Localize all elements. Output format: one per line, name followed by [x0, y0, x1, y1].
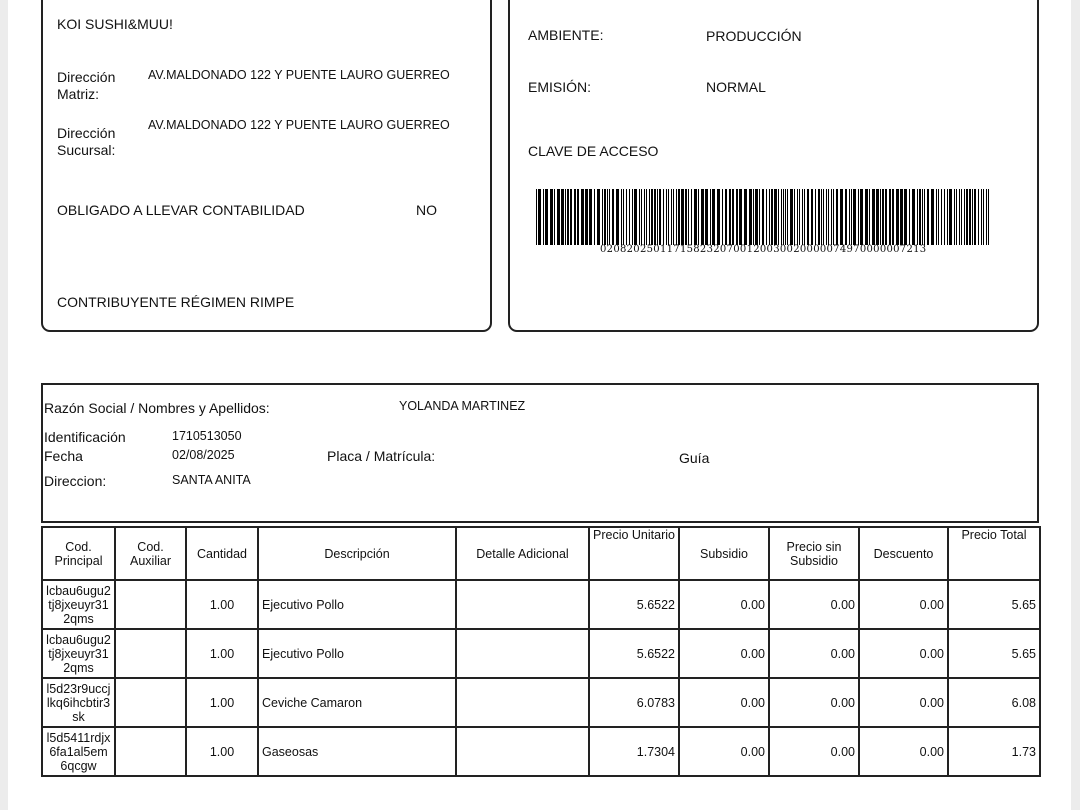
- access-key-barcode: [536, 189, 989, 245]
- col-cod-auxiliar: Cod. Auxiliar: [115, 527, 186, 580]
- barcode-bar: [701, 189, 704, 245]
- barcode-bar: [947, 189, 948, 245]
- cell-precio-total: 5.65: [948, 629, 1040, 678]
- barcode-bar: [577, 189, 579, 245]
- barcode-bar: [621, 189, 622, 245]
- barcode-bar: [705, 189, 708, 245]
- barcode-bar: [954, 189, 955, 245]
- barcode-bar: [889, 189, 891, 245]
- barcode-bar: [876, 189, 879, 245]
- ambiente-label: AMBIENTE:: [528, 27, 604, 43]
- barcode-bar: [986, 189, 987, 245]
- clave-label: CLAVE DE ACCESO: [528, 143, 659, 159]
- barcode-bar: [769, 189, 770, 245]
- barcode-bar: [959, 189, 960, 245]
- barcode-bar: [981, 189, 982, 245]
- fecha-label: Fecha: [44, 448, 83, 464]
- barcode-bar: [616, 189, 619, 245]
- barcode-bar: [938, 189, 939, 245]
- barcode-bar: [978, 189, 979, 245]
- barcode-bar: [688, 189, 689, 245]
- barcode-bar: [900, 189, 903, 245]
- ambiente-value: PRODUCCIÓN: [706, 28, 802, 44]
- cell-cod-auxiliar: [115, 678, 186, 727]
- col-cod-principal: Cod. Principal: [42, 527, 115, 580]
- barcode-bar: [736, 189, 738, 245]
- barcode-bar: [666, 189, 667, 245]
- emision-label: EMISIÓN:: [528, 79, 592, 95]
- barcode-bar: [802, 189, 803, 245]
- cell-detalle: [456, 727, 589, 776]
- barcode-bar: [574, 189, 576, 245]
- col-subsidio: Subsidio: [679, 527, 769, 580]
- barcode-bar: [710, 189, 711, 245]
- cell-detalle: [456, 678, 589, 727]
- barcode-bar: [949, 189, 952, 245]
- barcode-bar: [639, 189, 640, 245]
- cell-subsidio: 0.00: [679, 678, 769, 727]
- barcode-bar: [974, 189, 976, 245]
- barcode-bar: [634, 189, 637, 245]
- barcode-bar: [685, 189, 687, 245]
- barcode-bar: [892, 189, 894, 245]
- barcode-bar: [853, 189, 856, 245]
- contabilidad-value: NO: [416, 202, 437, 218]
- direccion-label: Direccion:: [44, 473, 107, 489]
- barcode-bar: [567, 189, 569, 245]
- barcode-bar: [545, 189, 548, 245]
- barcode-bar: [712, 189, 715, 245]
- barcode-bar: [924, 189, 925, 245]
- barcode-bar: [828, 189, 829, 245]
- barcode-bar: [865, 189, 868, 245]
- barcode-bar: [961, 189, 962, 245]
- razon-value: YOLANDA MARTINEZ: [399, 399, 526, 413]
- barcode-bar: [804, 189, 805, 245]
- cell-descripcion: Ejecutivo Pollo: [258, 580, 456, 629]
- placa-label: Placa / Matrícula:: [327, 448, 436, 464]
- barcode-bar: [673, 189, 674, 245]
- barcode-bar: [646, 189, 647, 245]
- barcode-bar: [969, 189, 971, 245]
- barcode-bar: [698, 189, 699, 245]
- cell-cantidad: 1.00: [186, 727, 258, 776]
- col-descuento: Descuento: [859, 527, 948, 580]
- barcode-bar: [629, 189, 630, 245]
- barcode-bar: [869, 189, 870, 245]
- barcode-bar: [944, 189, 945, 245]
- barcode-bar: [570, 189, 572, 245]
- barcode-bar: [581, 189, 584, 245]
- authorization-box: [508, 0, 1039, 332]
- barcode-bar: [676, 189, 677, 245]
- barcode-bar: [826, 189, 827, 245]
- cell-detalle: [456, 629, 589, 678]
- barcode-bar: [983, 189, 984, 245]
- barcode-bar: [919, 189, 921, 245]
- col-precio-sin-subsidio: Precio sin Subsidio: [769, 527, 859, 580]
- cell-detalle: [456, 580, 589, 629]
- barcode-bar: [722, 189, 723, 245]
- barcode-bar: [849, 189, 850, 245]
- barcode-bar: [762, 189, 764, 245]
- cell-precio-sin-subsidio: 0.00: [769, 629, 859, 678]
- barcode-bar: [821, 189, 822, 245]
- identificacion-label: Identificación: [44, 429, 126, 445]
- barcode-bar: [794, 189, 795, 245]
- barcode-bar: [550, 189, 553, 245]
- barcode-bar: [787, 189, 788, 245]
- barcode-bar: [922, 189, 923, 245]
- cell-cod-principal: l5d5411rdjx6fa1al5em6qcgw: [42, 727, 115, 776]
- cell-cantidad: 1.00: [186, 678, 258, 727]
- table-row: [42, 629, 1040, 678]
- barcode-bar: [912, 189, 915, 245]
- barcode-bar: [753, 189, 754, 245]
- barcode-bar: [744, 189, 747, 245]
- barcode-bar: [668, 189, 669, 245]
- barcode-bar: [851, 189, 852, 245]
- barcode-bar: [671, 189, 672, 245]
- table-header-row: [42, 527, 1040, 580]
- barcode-bar: [956, 189, 957, 245]
- cell-precio-sin-subsidio: 0.00: [769, 678, 859, 727]
- cell-subsidio: 0.00: [679, 629, 769, 678]
- barcode-bar: [649, 189, 650, 245]
- cell-precio-unitario: 6.0783: [589, 678, 679, 727]
- sucursal-value: AV.MALDONADO 122 Y PUENTE LAURO GUERREO: [148, 118, 450, 132]
- cell-precio-total: 6.08: [948, 678, 1040, 727]
- barcode-bar: [749, 189, 752, 245]
- barcode-bar: [729, 189, 731, 245]
- cell-cod-auxiliar: [115, 629, 186, 678]
- guia-label: Guía: [679, 450, 710, 466]
- sucursal-label: Dirección Sucursal:: [57, 125, 116, 158]
- access-key-number: 0208202501171582320700120030020000074970000007213: [600, 244, 927, 255]
- barcode-bar: [966, 189, 968, 245]
- issuer-name: KOI SUSHI&MUU!: [57, 16, 173, 32]
- col-precio-unitario: Precio Unitario: [589, 527, 679, 580]
- col-detalle-adicional: Detalle Adicional: [456, 527, 589, 580]
- barcode-bar: [815, 189, 816, 245]
- barcode-bar: [811, 189, 813, 245]
- barcode-bar: [694, 189, 697, 245]
- direccion-value: SANTA ANITA: [172, 473, 251, 487]
- barcode-bar: [972, 189, 973, 245]
- cell-precio-total: 5.65: [948, 580, 1040, 629]
- barcode-bar: [882, 189, 884, 245]
- barcode-bar: [543, 189, 544, 245]
- barcode-bar: [651, 189, 653, 245]
- cell-precio-sin-subsidio: 0.00: [769, 727, 859, 776]
- barcode-bar: [766, 189, 767, 245]
- barcode-bar: [678, 189, 680, 245]
- barcode-bar: [836, 189, 838, 245]
- buyer-box: [41, 383, 1039, 523]
- barcode-bar: [657, 189, 658, 245]
- cell-descuento: 0.00: [859, 678, 948, 727]
- barcode-bar: [807, 189, 809, 245]
- cell-precio-unitario: 5.6522: [589, 580, 679, 629]
- barcode-bar: [778, 189, 779, 245]
- matriz-label: Dirección Matriz:: [57, 69, 116, 102]
- cell-cantidad: 1.00: [186, 629, 258, 678]
- barcode-bar: [941, 189, 942, 245]
- cell-cod-principal: lcbau6ugu2tj8jxeuyr312qms: [42, 580, 115, 629]
- identificacion-value: 1710513050: [172, 429, 242, 443]
- cell-descuento: 0.00: [859, 629, 948, 678]
- barcode-bar: [609, 189, 610, 245]
- col-descripcion: Descripción: [258, 527, 456, 580]
- barcode-bar: [799, 189, 800, 245]
- cell-cod-principal: lcbau6ugu2tj8jxeuyr312qms: [42, 629, 115, 678]
- barcode-bar: [759, 189, 760, 245]
- barcode-bar: [725, 189, 727, 245]
- barcode-bar: [654, 189, 656, 245]
- barcode-bar: [602, 189, 603, 245]
- cell-subsidio: 0.00: [679, 727, 769, 776]
- barcode-bar: [597, 189, 600, 245]
- barcode-bar: [785, 189, 786, 245]
- barcode-bar: [880, 189, 881, 245]
- barcode-bar: [594, 189, 595, 245]
- col-cantidad: Cantidad: [186, 527, 258, 580]
- barcode-bar: [644, 189, 645, 245]
- barcode-bar: [632, 189, 633, 245]
- cell-cantidad: 1.00: [186, 580, 258, 629]
- cell-precio-total: 1.73: [948, 727, 1040, 776]
- barcode-bar: [663, 189, 664, 245]
- barcode-bar: [755, 189, 758, 245]
- barcode-bar: [781, 189, 782, 245]
- items-table: [41, 526, 1041, 777]
- barcode-bar: [612, 189, 614, 245]
- cell-cod-auxiliar: [115, 580, 186, 629]
- barcode-bar: [585, 189, 588, 245]
- matriz-value: AV.MALDONADO 122 Y PUENTE LAURO GUERREO: [148, 68, 450, 82]
- barcode-bar: [681, 189, 684, 245]
- barcode-bar: [691, 189, 692, 245]
- barcode-bar: [964, 189, 965, 245]
- cell-descripcion: Ceviche Camaron: [258, 678, 456, 727]
- cell-descuento: 0.00: [859, 727, 948, 776]
- cell-descripcion: Ejecutivo Pollo: [258, 629, 456, 678]
- barcode-bar: [872, 189, 875, 245]
- barcode-bar: [536, 189, 537, 245]
- razon-label: Razón Social / Nombres y Apellidos:: [44, 400, 270, 416]
- barcode-bar: [538, 189, 541, 245]
- barcode-bar: [904, 189, 907, 245]
- table-row: [42, 580, 1040, 629]
- barcode-bar: [858, 189, 859, 245]
- regimen-label: CONTRIBUYENTE RÉGIMEN RIMPE: [57, 294, 295, 310]
- barcode-bar: [797, 189, 798, 245]
- cell-precio-sin-subsidio: 0.00: [769, 580, 859, 629]
- barcode-bar: [860, 189, 863, 245]
- barcode-bar: [936, 189, 937, 245]
- barcode-bar: [607, 189, 608, 245]
- barcode-bar: [604, 189, 606, 245]
- barcode-bar: [717, 189, 720, 245]
- barcode-bar: [554, 189, 555, 245]
- barcode-bar: [917, 189, 918, 245]
- barcode-bar: [626, 189, 627, 245]
- issuer-box: [41, 0, 492, 332]
- barcode-bar: [931, 189, 934, 245]
- barcode-bar: [732, 189, 734, 245]
- contabilidad-label: OBLIGADO A LLEVAR CONTABILIDAD: [57, 202, 305, 218]
- barcode-bar: [927, 189, 929, 245]
- col-precio-total: Precio Total: [948, 527, 1040, 580]
- barcode-bar: [783, 189, 784, 245]
- barcode-bar: [739, 189, 742, 245]
- barcode-bar: [790, 189, 793, 245]
- barcode-bar: [845, 189, 847, 245]
- barcode-bar: [774, 189, 777, 245]
- barcode-bar: [896, 189, 899, 245]
- barcode-bar: [831, 189, 832, 245]
- barcode-bar: [589, 189, 592, 245]
- barcode-bar: [557, 189, 560, 245]
- barcode-bar: [823, 189, 824, 245]
- cell-cod-principal: l5d23r9uccjlkq6ihcbtir3sk: [42, 678, 115, 727]
- barcode-bar: [885, 189, 887, 245]
- barcode-bar: [988, 189, 989, 245]
- barcode-bar: [818, 189, 820, 245]
- barcode-bar: [561, 189, 564, 245]
- barcode-bar: [909, 189, 910, 245]
- cell-cod-auxiliar: [115, 727, 186, 776]
- cell-descuento: 0.00: [859, 580, 948, 629]
- cell-descripcion: Gaseosas: [258, 727, 456, 776]
- barcode-bar: [833, 189, 834, 245]
- fecha-value: 02/08/2025: [172, 448, 235, 462]
- table-row: [42, 727, 1040, 776]
- emision-value: NORMAL: [706, 79, 766, 95]
- barcode-bar: [565, 189, 566, 245]
- table-row: [42, 678, 1040, 727]
- barcode-bar: [840, 189, 843, 245]
- barcode-bar: [623, 189, 624, 245]
- barcode-bar: [771, 189, 773, 245]
- cell-subsidio: 0.00: [679, 580, 769, 629]
- barcode-bar: [641, 189, 642, 245]
- barcode-bar: [659, 189, 661, 245]
- cell-precio-unitario: 5.6522: [589, 629, 679, 678]
- cell-precio-unitario: 1.7304: [589, 727, 679, 776]
